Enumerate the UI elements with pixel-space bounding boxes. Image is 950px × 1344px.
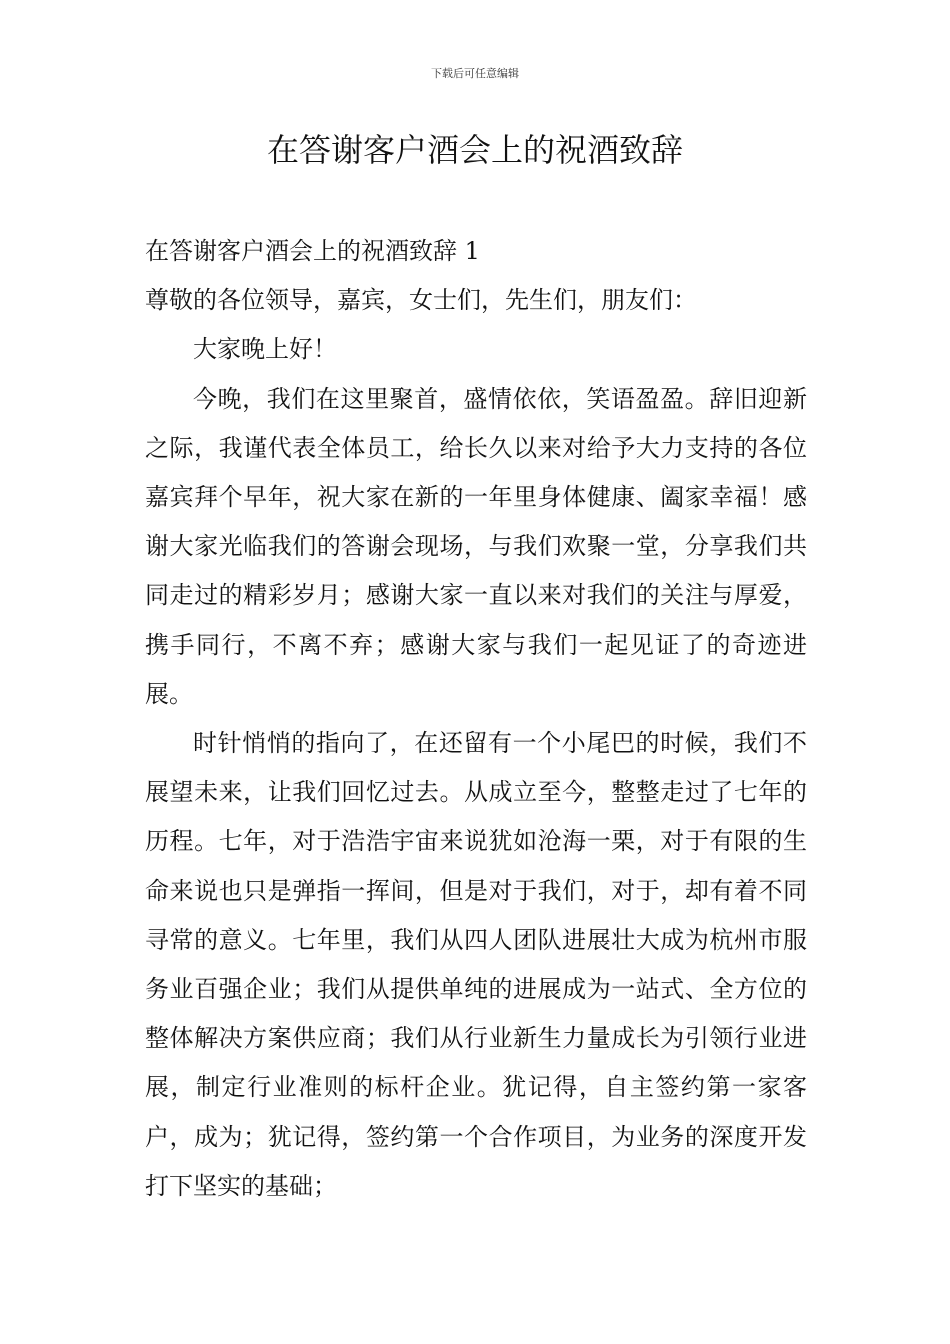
salutation: 尊敬的各位领导，嘉宾，女士们，先生们，朋友们：	[145, 286, 697, 315]
paragraph-thanks: 今晚，我们在这里聚首，盛情依依，笑语盈盈。辞旧迎新之际，我谨代表全体员工，给长久以来对给予大力支持的各位嘉宾拜个早年，祝大家在新的一年里身体健康、阖家幸福！感谢大家光临我们的答谢会现场，与我们欢聚一堂，分享我们共同走过的精彩岁月；感谢大家一直以来对我们的关注与厚爱，携手同行，不离不弃；感谢大家与我们一起见证了的奇迹进展。	[145, 384, 807, 708]
paragraph-greeting: 大家晚上好！	[193, 335, 337, 364]
header-note: 下载后可任意编辑	[431, 67, 519, 80]
section-subtitle: 在答谢客户酒会上的祝酒致辞 1	[145, 237, 480, 265]
document-title: 在答谢客户酒会上的祝酒致辞	[266, 131, 683, 169]
document-body	[145, 227, 807, 1211]
paragraph-history: 时针悄悄的指向了，在还留有一个小尾巴的时候，我们不展望未来，让我们回忆过去。从成立至今，整整走过了七年的历程。七年，对于浩浩宇宙来说犹如沧海一栗，对于有限的生命来说也只是弹指一挥间，但是对于我们，对于，却有着不同寻常的意义。七年里，我们从四人团队进展壮大成为杭州市服务业百强企业；我们从提供单纯的进展成为一站式、全方位的整体解决方案供应商；我们从行业新生力量成长为引领行业进展，制定行业准则的标杆企业。犹记得，自主签约第一家客户，成为；犹记得，签约第一个合作项目，为业务的深度开发打下坚实的基础；	[145, 729, 807, 1200]
